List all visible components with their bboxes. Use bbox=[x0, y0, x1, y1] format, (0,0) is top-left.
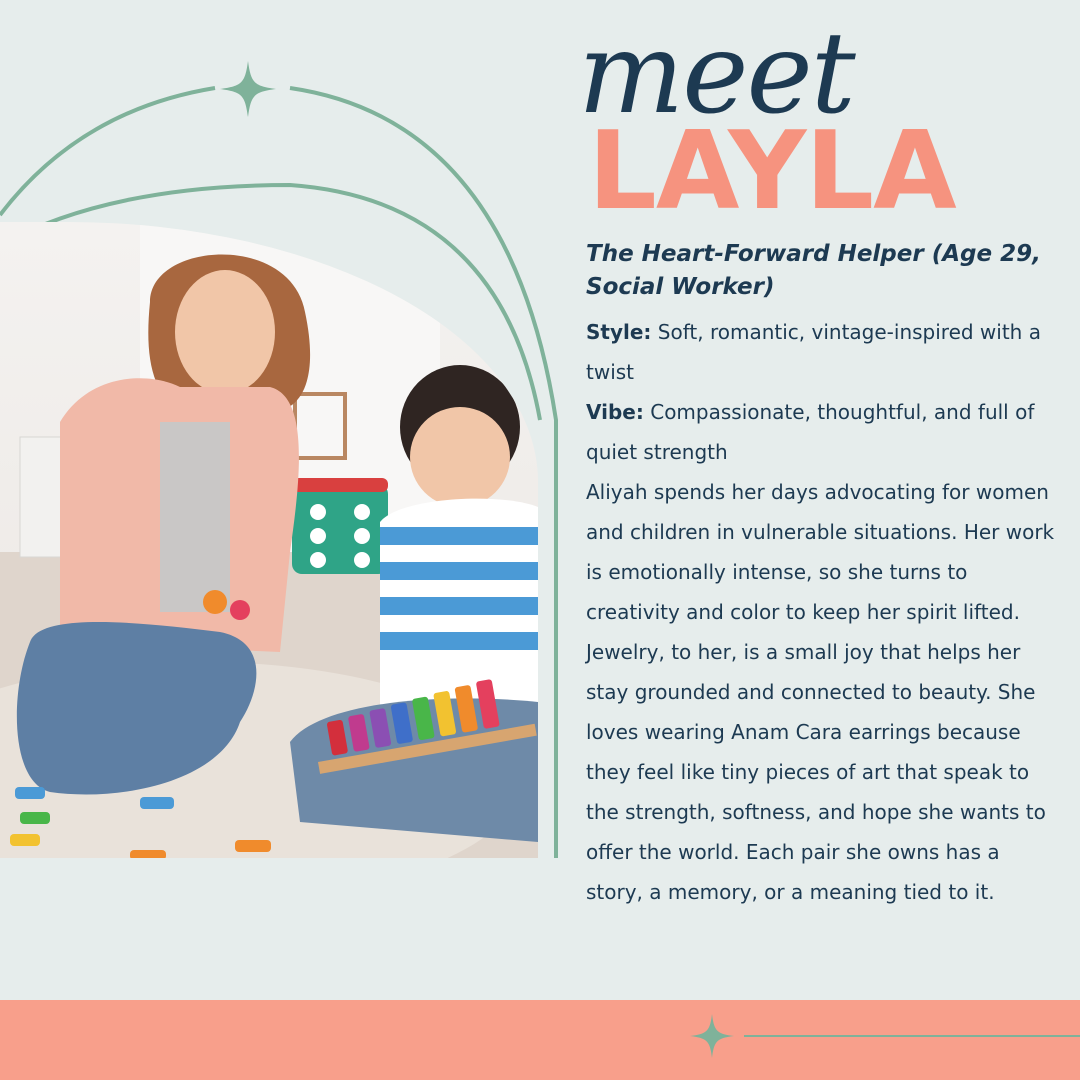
vibe-label: Vibe: bbox=[586, 400, 644, 424]
style-label: Style: bbox=[586, 320, 652, 344]
vibe-value: Compassionate, thoughtful, and full of quiet strength bbox=[586, 400, 1035, 464]
style-line bbox=[586, 312, 1058, 392]
style-value: Soft, romantic, vintage-inspired with a twist bbox=[586, 320, 1041, 384]
profile-subtitle: The Heart-Forward Helper (Age 29, Social Worker) bbox=[586, 241, 1041, 300]
sparkle-icon bbox=[690, 1014, 734, 1058]
sparkle-icon bbox=[220, 61, 276, 117]
outer-arch bbox=[0, 88, 215, 215]
profile-name: LAYLA bbox=[588, 109, 956, 234]
profile-story: Aliyah spends her days advocating for women and children in vulnerable situations. Her work is emotionally intense, so she turns to creativity and color to keep her spirit lifted. Jewelry, to her, is a small joy that helps her stay grounded and connected to beauty. She loves wearing Anam Cara earrings because they feel like tiny pieces of art that speak to the strength, softness, and hope she wants to offer the world. Each pair she owns has a story, a memory, or a meaning tied to it. bbox=[586, 480, 1055, 904]
profile-body bbox=[586, 312, 1058, 912]
meet-script-title: meet bbox=[578, 9, 854, 139]
footer-divider bbox=[744, 1035, 1080, 1037]
vibe-line bbox=[586, 392, 1058, 472]
footer-band bbox=[0, 1000, 1080, 1080]
